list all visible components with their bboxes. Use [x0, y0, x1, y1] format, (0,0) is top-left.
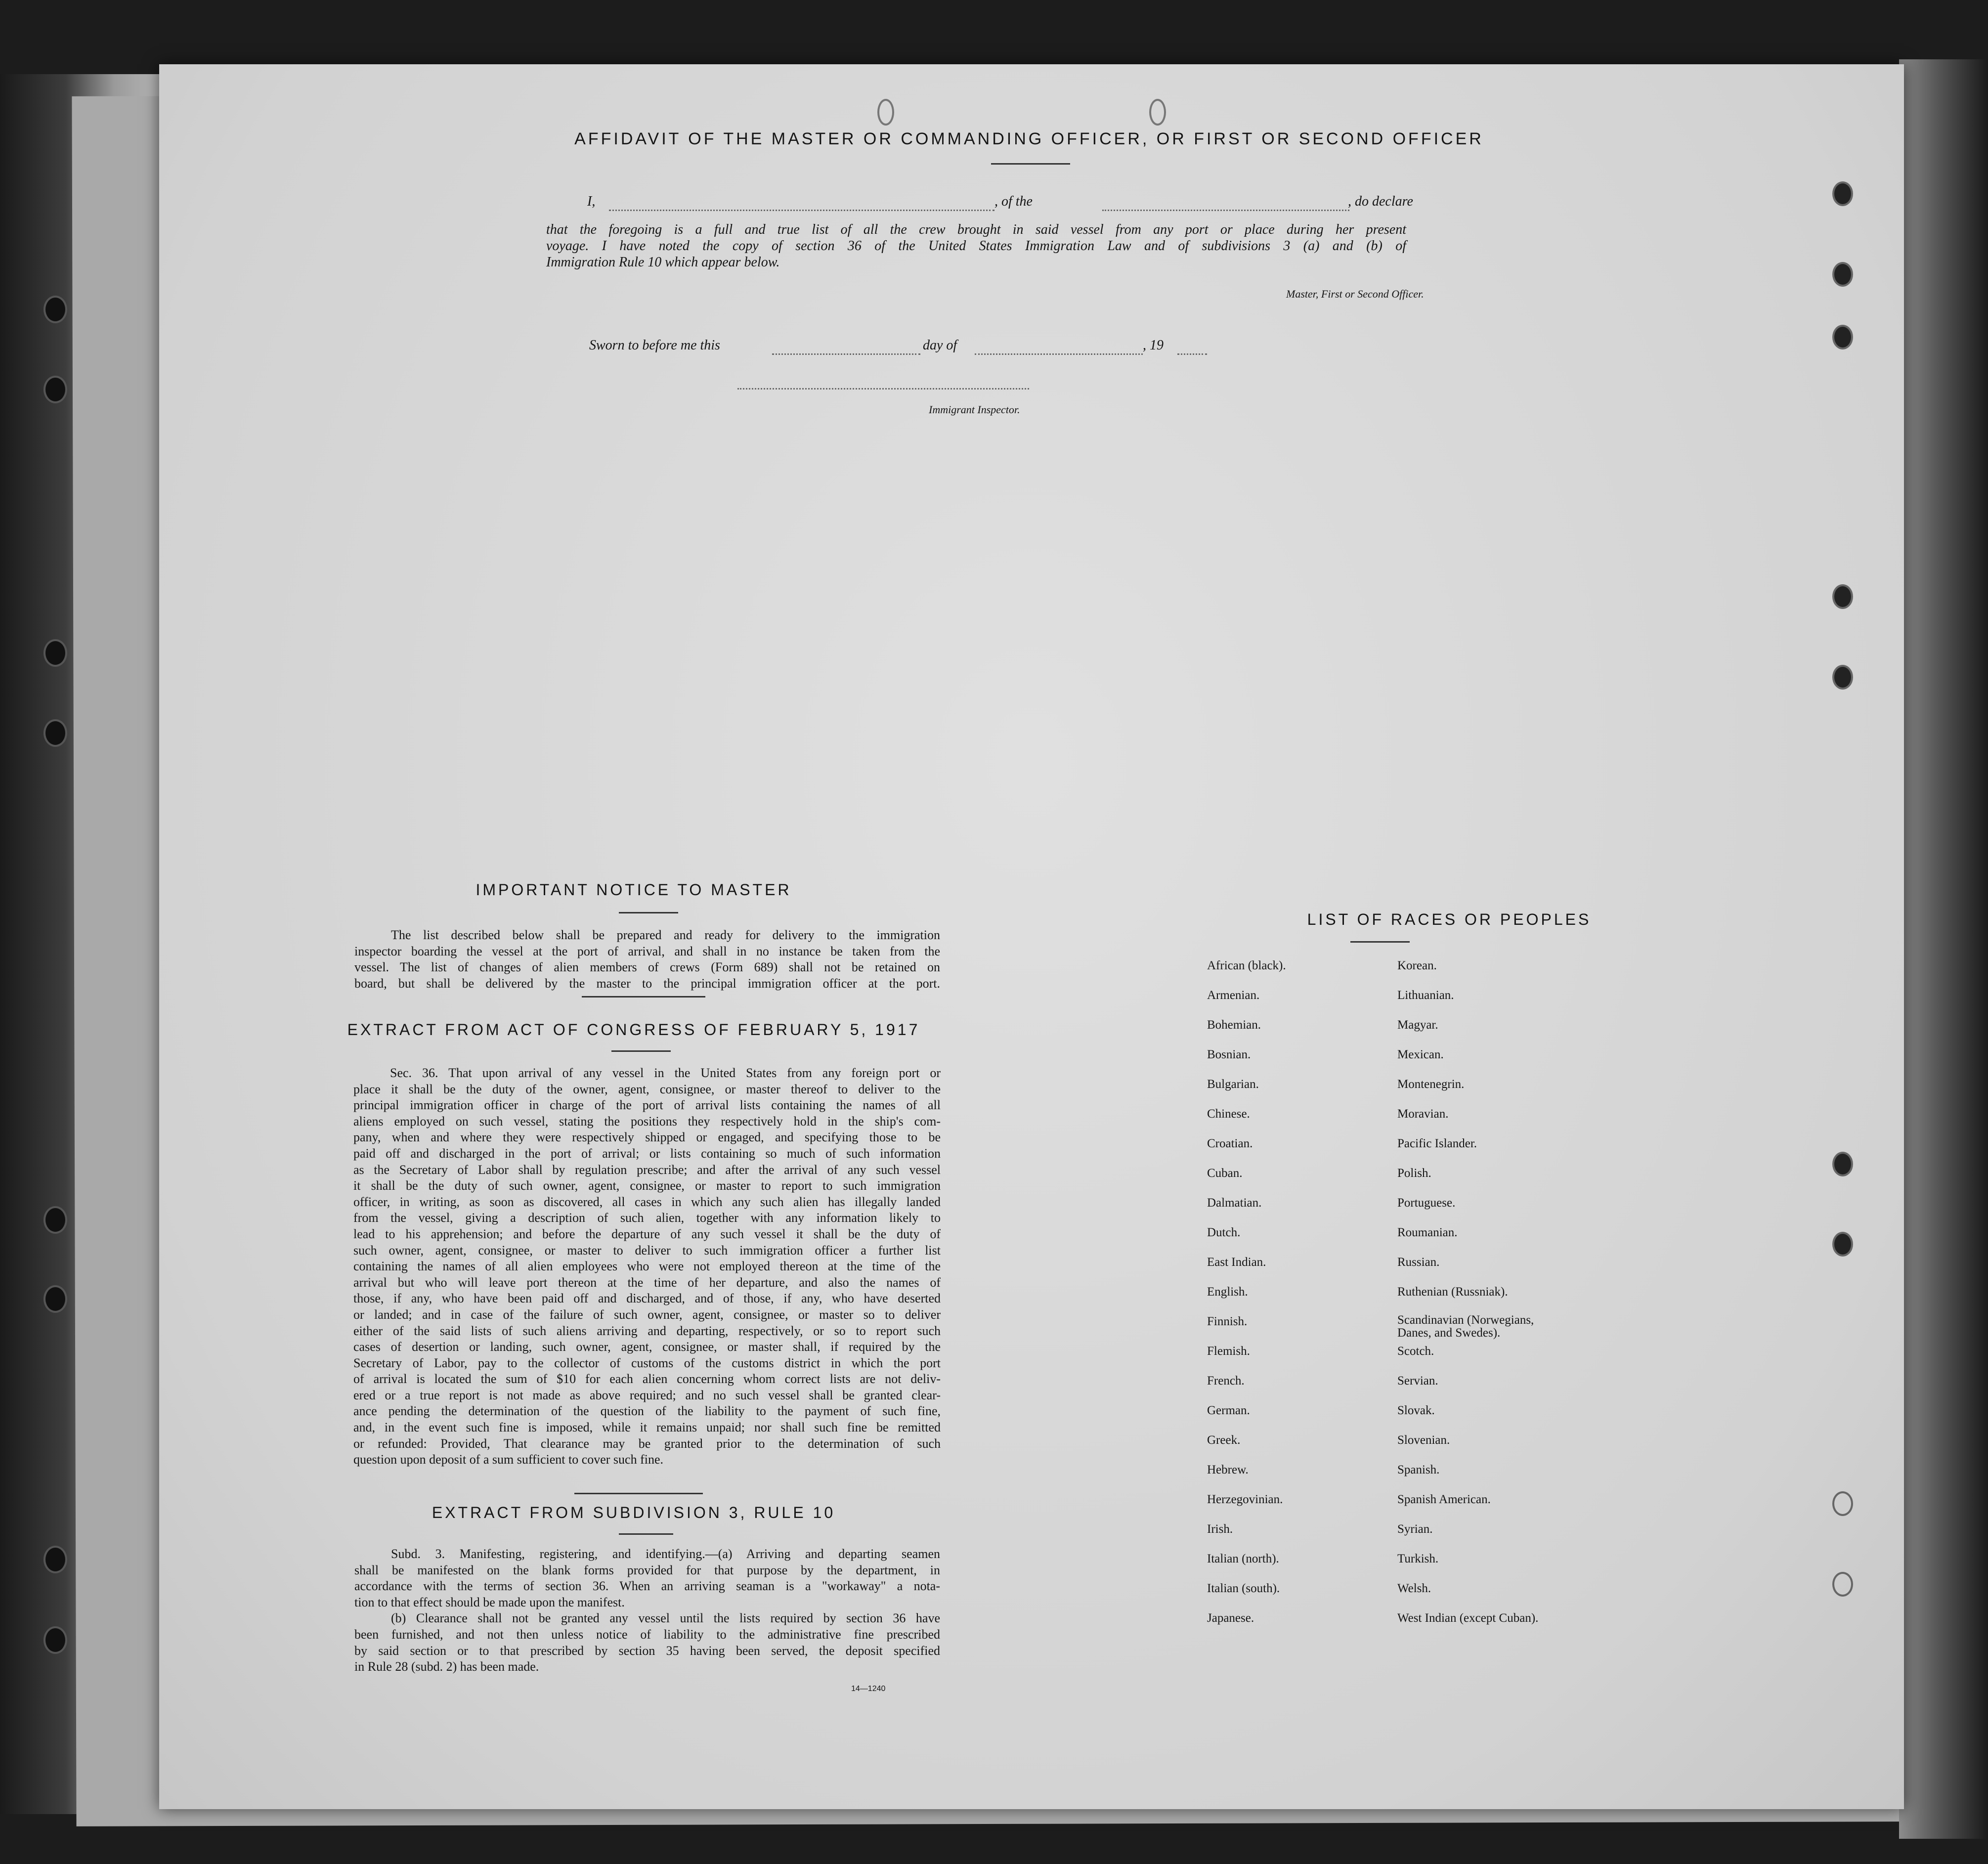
race-item: Russian.: [1397, 1256, 1440, 1269]
race-item: Polish.: [1397, 1167, 1431, 1180]
race-item: Irish.: [1207, 1522, 1233, 1536]
act-line: those, if any, who have been paid off and discharged, and of those, if any, who have deserted: [353, 1291, 941, 1306]
day-of-label: day of: [923, 338, 957, 353]
race-item: Bulgarian.: [1207, 1078, 1259, 1091]
section-divider: [582, 996, 705, 997]
race-item: English.: [1207, 1285, 1248, 1299]
race-item: Slovak.: [1397, 1404, 1435, 1417]
binder-hole-icon: [43, 1206, 67, 1234]
race-item: West Indian (except Cuban).: [1397, 1611, 1539, 1625]
punch-ring-icon: [1149, 99, 1166, 126]
act-line: Sec. 36. That upon arrival of any vessel in the United States from any foreign port or: [390, 1066, 941, 1080]
binder-hole-icon: [1832, 1232, 1853, 1257]
race-item: Greek.: [1207, 1433, 1241, 1447]
binder-hole-icon: [43, 1546, 67, 1573]
affidavit-do-declare: , do declare: [1348, 194, 1413, 209]
binder-hole-icon: [1832, 1572, 1853, 1597]
race-item: Chinese.: [1207, 1107, 1250, 1121]
act-title: EXTRACT FROM ACT OF CONGRESS OF FEBRUARY 5, 1917: [347, 1021, 920, 1039]
rule-line: by said section or to that prescribed by section 35 having been served, the deposit specified: [354, 1643, 940, 1658]
race-item: French.: [1207, 1374, 1245, 1387]
master-name-field[interactable]: [609, 210, 994, 211]
race-item: Armenian.: [1207, 989, 1260, 1002]
rule-line: (b) Clearance shall not be granted any vessel until the lists required by section 36 have: [391, 1611, 940, 1626]
rule-title: EXTRACT FROM SUBDIVISION 3, RULE 10: [432, 1504, 836, 1521]
race-item: Turkish.: [1397, 1552, 1439, 1565]
race-item: Cuban.: [1207, 1167, 1243, 1180]
rule-line: Subd. 3. Manifesting, registering, and identifying.—(a) Arriving and departing seamen: [391, 1547, 940, 1561]
notice-underline: [619, 912, 678, 913]
race-item: Dutch.: [1207, 1226, 1241, 1239]
act-line: question upon deposit of a sum sufficient to cover such fine.: [353, 1452, 664, 1467]
act-line: such owner, agent, consignee, or master to deliver to such immigration officer a further list: [353, 1243, 941, 1257]
title-underline: [991, 163, 1070, 165]
race-item: Dalmatian.: [1207, 1196, 1262, 1210]
act-line: paid off and discharged in the port of arrival; or lists containing so much of such information: [353, 1146, 941, 1161]
races-underline: [1350, 941, 1410, 943]
sworn-year-field[interactable]: [1177, 353, 1207, 355]
race-item: Flemish.: [1207, 1344, 1250, 1358]
notice-title: IMPORTANT NOTICE TO MASTER: [475, 881, 792, 899]
binder-hole-icon: [43, 719, 67, 747]
act-underline: [611, 1050, 671, 1052]
race-item: Finnish.: [1207, 1315, 1248, 1328]
binder-hole-icon: [43, 296, 67, 323]
sworn-label: Sworn to before me this: [589, 338, 720, 353]
race-item: Moravian.: [1397, 1107, 1449, 1121]
act-line: aliens employed on such vessel, stating the positions they respectively hold in the ship's com-: [353, 1114, 941, 1128]
race-item: Croatian.: [1207, 1137, 1253, 1150]
act-line: and, in the event such fine is imposed, while it remains unpaid; nor shall such fine be remitted: [353, 1420, 941, 1435]
act-line: lead to his apprehension; and before the departure of any such vessel it shall be the duty of: [353, 1226, 941, 1241]
act-line: Secretary of Labor, pay to the collector of customs of the customs district in which the port: [353, 1355, 941, 1370]
race-item: Servian.: [1397, 1374, 1438, 1387]
affidavit-title: AFFIDAVIT OF THE MASTER OR COMMANDING OFFICER, OR FIRST OR SECOND OFFICER: [574, 130, 1484, 148]
section-divider: [574, 1493, 703, 1494]
act-line: either of the said lists of such aliens arriving and departing, respectively, or so to report such: [353, 1323, 941, 1338]
race-item: Italian (south).: [1207, 1582, 1280, 1595]
binder-hole-icon: [1832, 665, 1853, 690]
binder-hole-icon: [43, 639, 67, 667]
race-item: Mexican.: [1397, 1048, 1444, 1061]
race-item: Bosnian.: [1207, 1048, 1251, 1061]
act-line: place it shall be the duty of the owner, agent, consignee, or master thereof to deliver to the: [353, 1082, 941, 1096]
form-page: [159, 64, 1904, 1809]
binder-hole-icon: [1832, 262, 1853, 287]
signature-caption: Master, First or Second Officer.: [1286, 288, 1424, 300]
binder-hole-icon: [43, 1626, 67, 1654]
race-item: German.: [1207, 1404, 1250, 1417]
race-item: Pacific Islander.: [1397, 1137, 1477, 1150]
act-line: of arrival is located the sum of $10 for each alien concerning whom correct lists are not deliv-: [353, 1372, 941, 1387]
act-line: from the vessel, giving a description of such alien, together with any information likely to: [353, 1211, 941, 1225]
act-line: pany, when and where they were respectively shipped or engaged, and specifying those to be: [353, 1130, 941, 1145]
affidavit-i-label: I,: [587, 194, 596, 209]
races-column: [1397, 958, 1560, 1640]
race-item: Slovenian.: [1397, 1433, 1450, 1447]
binder-hole-icon: [43, 1285, 67, 1313]
affidavit-of-the: , of the: [994, 194, 1033, 209]
act-line: officer, in writing, as soon as discovered, all cases in which any such alien has illegally landed: [353, 1194, 941, 1209]
race-item: Herzegovinian.: [1207, 1493, 1283, 1506]
rule-line: shall be manifested on the blank forms provided for that purpose by the department, in: [354, 1562, 940, 1577]
year-label: , 19: [1143, 338, 1164, 353]
form-number: 14—1240: [851, 1685, 886, 1693]
rule-line: been furnished, and not then unless notice of liability to the administrative fine prescribed: [354, 1627, 940, 1642]
scan-background-right: [1899, 59, 1988, 1839]
act-line: cases of desertion or landing, such owner, agent, consignee, or master shall, if required by the: [353, 1340, 941, 1354]
act-line: arrival but who will leave port thereon at the time of her departure, and also the names of: [353, 1275, 941, 1290]
affidavit-body-line: voyage. I have noted the copy of section 36 of the United States Immigration Law and of subdivisions 3 (a) and (b) of: [546, 238, 1406, 254]
act-line: containing the names of all alien employees who were not employed thereon at the time of the: [353, 1259, 941, 1274]
race-item: East Indian.: [1207, 1256, 1266, 1269]
races-list: [1207, 958, 1751, 1670]
binder-hole-icon: [43, 376, 67, 403]
rule-line: in Rule 28 (subd. 2) has been made.: [354, 1659, 539, 1674]
inspector-caption: Immigrant Inspector.: [929, 403, 1020, 416]
race-item: African (black).: [1207, 959, 1286, 972]
race-item: Spanish.: [1397, 1463, 1440, 1476]
rule-underline: [619, 1533, 673, 1535]
race-item: Montenegrin.: [1397, 1078, 1465, 1091]
act-line: ance pending the determination of the question of the liability to the payment of such fine,: [353, 1404, 941, 1419]
notice-line: board, but shall be delivered by the master to the principal immigration officer at the port.: [354, 976, 940, 991]
race-item: Japanese.: [1207, 1611, 1254, 1625]
race-item: Bohemian.: [1207, 1018, 1261, 1032]
vessel-name-field[interactable]: [1102, 210, 1349, 211]
race-item: Lithuanian.: [1397, 989, 1454, 1002]
race-item: Italian (north).: [1207, 1552, 1279, 1565]
race-item: Portuguese.: [1397, 1196, 1456, 1210]
act-line: or landed; and in case of the failure of such owner, agent, consignee, or master so to deliver: [353, 1307, 941, 1322]
rule-text: [354, 1546, 940, 1675]
act-line: ered or a true report is not made as above required; and no such vessel shall be granted clear-: [353, 1387, 941, 1402]
race-item: Welsh.: [1397, 1582, 1431, 1595]
race-item: Hebrew.: [1207, 1463, 1249, 1476]
sworn-day-field[interactable]: [772, 353, 920, 355]
race-item: Syrian.: [1397, 1522, 1433, 1536]
affidavit-body-line: Immigration Rule 10 which appear below.: [546, 255, 780, 270]
inspector-signature-field[interactable]: [737, 388, 1029, 390]
race-item: Scandinavian (Norwegians, Danes, and Swedes).: [1397, 1313, 1534, 1340]
race-item: Spanish American.: [1397, 1493, 1491, 1506]
notice-text: [354, 927, 940, 992]
notice-line: inspector boarding the vessel at the port of arrival, and shall in no instance be taken from the: [354, 944, 940, 958]
notice-line: vessel. The list of changes of alien members of crews (Form 689) shall not be retained on: [354, 960, 940, 975]
binder-hole-icon: [1832, 584, 1853, 609]
affidavit-body-line: that the foregoing is a full and true list of all the crew brought in said vessel from any port or place during her present: [546, 222, 1406, 237]
race-item: Magyar.: [1397, 1018, 1438, 1032]
punch-ring-icon: [877, 99, 894, 126]
binder-hole-icon: [1832, 325, 1853, 349]
act-line: or refunded: Provided, That clearance may be granted prior to the determination of such: [353, 1436, 941, 1451]
race-item: Ruthenian (Russniak).: [1397, 1285, 1508, 1299]
binder-hole-icon: [1832, 1152, 1853, 1176]
act-line: as the Secretary of Labor shall by regulation prescribe; and after the arrival of any such vessel: [353, 1162, 941, 1177]
rule-line: tion to that effect should be made upon the manifest.: [354, 1595, 625, 1609]
rule-line: accordance with the terms of section 36. When an arriving seaman is a "workaway" a nota-: [354, 1579, 940, 1594]
act-text: [353, 1065, 941, 1468]
races-column: [1207, 958, 1286, 1640]
act-line: principal immigration officer in charge of the port of arrival lists containing the names of all: [353, 1098, 941, 1113]
race-item: Roumanian.: [1397, 1226, 1458, 1239]
act-line: it shall be the duty of such owner, agent, consignee, or master to report to such immigration: [353, 1178, 941, 1193]
race-item: Scotch.: [1397, 1344, 1434, 1358]
races-title: LIST OF RACES OR PEOPLES: [1307, 910, 1592, 928]
binder-hole-icon: [1832, 1491, 1853, 1516]
sworn-month-field[interactable]: [975, 353, 1143, 355]
binder-hole-icon: [1832, 181, 1853, 206]
race-item: Korean.: [1397, 959, 1437, 972]
notice-line: The list described below shall be prepared and ready for delivery to the immigration: [391, 928, 940, 942]
